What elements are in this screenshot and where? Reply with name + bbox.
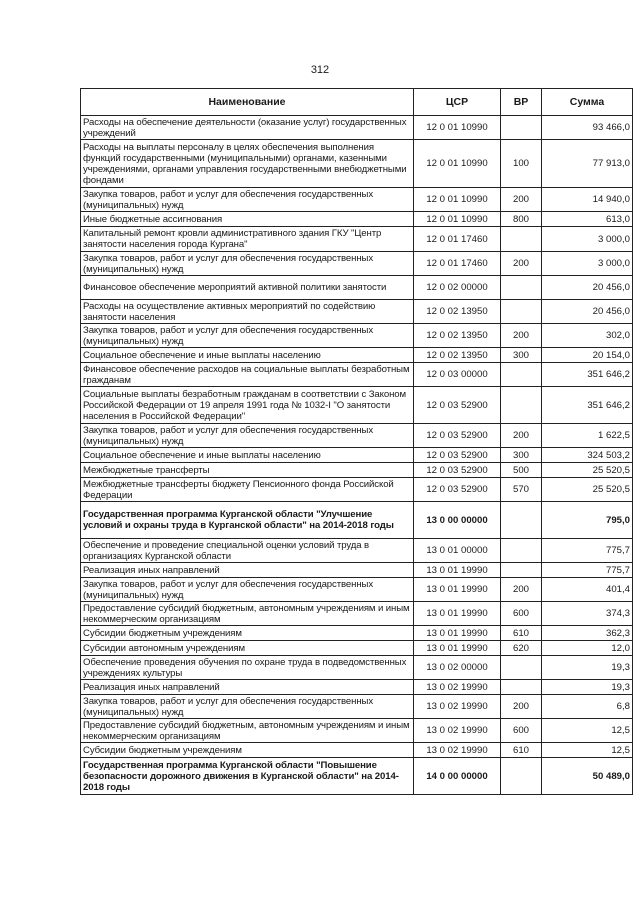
row-vr-cell: 800 xyxy=(501,212,542,227)
row-vr-cell: 300 xyxy=(501,448,542,463)
row-name-cell: Закупка товаров, работ и услуг для обеспечения государственных (муниципальных) нужд xyxy=(81,578,414,602)
row-vr-cell xyxy=(501,680,542,695)
row-sum-cell: 1 622,5 xyxy=(542,424,633,448)
table-row xyxy=(81,758,633,795)
row-name-cell: Социальное обеспечение и иные выплаты населению xyxy=(81,348,414,363)
row-vr-cell: 500 xyxy=(501,463,542,478)
row-sum-cell: 3 000,0 xyxy=(542,252,633,276)
row-csr-cell: 12 0 03 52900 xyxy=(414,478,501,502)
row-name-cell: Финансовое обеспечение мероприятий активной политики занятости xyxy=(81,276,414,300)
row-csr-cell: 12 0 01 10990 xyxy=(414,116,501,140)
row-name-cell: Предоставление субсидий бюджетным, автономным учреждениям и иным некоммерческим организациям xyxy=(81,719,414,743)
row-vr-cell xyxy=(501,227,542,252)
row-csr-cell: 12 0 03 52900 xyxy=(414,463,501,478)
row-vr-cell xyxy=(501,276,542,300)
row-vr-cell: 200 xyxy=(501,324,542,348)
row-sum-cell: 324 503,2 xyxy=(542,448,633,463)
table-row xyxy=(81,227,633,252)
row-csr-cell: 13 0 02 19990 xyxy=(414,695,501,719)
row-csr-cell: 12 0 02 13950 xyxy=(414,300,501,324)
row-csr-cell: 12 0 03 52900 xyxy=(414,387,501,424)
row-name-cell: Иные бюджетные ассигнования xyxy=(81,212,414,227)
row-sum-cell: 12,0 xyxy=(542,641,633,656)
table-row xyxy=(81,743,633,758)
table-row xyxy=(81,188,633,212)
row-sum-cell: 19,3 xyxy=(542,656,633,680)
row-vr-cell: 200 xyxy=(501,188,542,212)
row-name-cell: Закупка товаров, работ и услуг для обеспечения государственных (муниципальных) нужд xyxy=(81,324,414,348)
row-name-cell: Предоставление субсидий бюджетным, автономным учреждениям и иным некоммерческим организациям xyxy=(81,602,414,626)
table-row xyxy=(81,563,633,578)
row-sum-cell: 12,5 xyxy=(542,743,633,758)
table-row xyxy=(81,502,633,539)
table-row xyxy=(81,448,633,463)
table-row xyxy=(81,140,633,188)
row-csr-cell: 13 0 01 00000 xyxy=(414,539,501,563)
header-name: Наименование xyxy=(81,89,414,116)
row-vr-cell: 600 xyxy=(501,602,542,626)
row-csr-cell: 13 0 01 19990 xyxy=(414,641,501,656)
table-row xyxy=(81,363,633,387)
row-vr-cell xyxy=(501,656,542,680)
row-vr-cell: 200 xyxy=(501,424,542,448)
row-sum-cell: 613,0 xyxy=(542,212,633,227)
row-sum-cell: 775,7 xyxy=(542,539,633,563)
row-sum-cell: 14 940,0 xyxy=(542,188,633,212)
row-csr-cell: 12 0 01 17460 xyxy=(414,227,501,252)
table-row xyxy=(81,300,633,324)
row-name-cell: Обеспечение и проведение специальной оценки условий труда в организациях Курганской области xyxy=(81,539,414,563)
row-csr-cell: 13 0 02 19990 xyxy=(414,719,501,743)
table-row xyxy=(81,641,633,656)
row-vr-cell: 300 xyxy=(501,348,542,363)
table-row xyxy=(81,348,633,363)
table-row xyxy=(81,116,633,140)
row-sum-cell: 775,7 xyxy=(542,563,633,578)
row-name-cell: Закупка товаров, работ и услуг для обеспечения государственных (муниципальных) нужд xyxy=(81,424,414,448)
row-sum-cell: 12,5 xyxy=(542,719,633,743)
row-csr-cell: 12 0 01 10990 xyxy=(414,212,501,227)
row-vr-cell: 200 xyxy=(501,695,542,719)
row-sum-cell: 362,3 xyxy=(542,626,633,641)
row-sum-cell: 93 466,0 xyxy=(542,116,633,140)
table-body xyxy=(81,116,633,795)
row-name-cell: Расходы на выплаты персоналу в целях обеспечения выполнения функций государственными (муниципальными) органами, казенными учреждениями, органами управления государственными внебюджетными фондами xyxy=(81,140,414,188)
row-vr-cell xyxy=(501,116,542,140)
row-sum-cell: 795,0 xyxy=(542,502,633,539)
table-row xyxy=(81,252,633,276)
row-csr-cell: 13 0 02 19990 xyxy=(414,743,501,758)
row-vr-cell: 610 xyxy=(501,743,542,758)
row-vr-cell: 600 xyxy=(501,719,542,743)
table-row xyxy=(81,626,633,641)
row-name-cell: Межбюджетные трансферты xyxy=(81,463,414,478)
table-row xyxy=(81,539,633,563)
row-vr-cell: 610 xyxy=(501,626,542,641)
table-row xyxy=(81,324,633,348)
row-name-cell: Финансовое обеспечение расходов на социальные выплаты безработным гражданам xyxy=(81,363,414,387)
row-sum-cell: 351 646,2 xyxy=(542,363,633,387)
row-vr-cell xyxy=(501,758,542,795)
row-sum-cell: 25 520,5 xyxy=(542,463,633,478)
row-csr-cell: 13 0 01 19990 xyxy=(414,626,501,641)
row-sum-cell: 25 520,5 xyxy=(542,478,633,502)
row-vr-cell xyxy=(501,363,542,387)
row-vr-cell: 200 xyxy=(501,578,542,602)
row-vr-cell xyxy=(501,539,542,563)
row-name-cell: Реализация иных направлений xyxy=(81,563,414,578)
row-sum-cell: 20 154,0 xyxy=(542,348,633,363)
table-row xyxy=(81,578,633,602)
table-row xyxy=(81,602,633,626)
budget-table xyxy=(80,88,633,795)
header-sum: Сумма xyxy=(542,89,633,116)
row-sum-cell: 302,0 xyxy=(542,324,633,348)
row-name-cell: Межбюджетные трансферты бюджету Пенсионного фонда Российской Федерации xyxy=(81,478,414,502)
row-name-cell: Социальное обеспечение и иные выплаты населению xyxy=(81,448,414,463)
row-sum-cell: 6,8 xyxy=(542,695,633,719)
row-sum-cell: 50 489,0 xyxy=(542,758,633,795)
row-csr-cell: 12 0 02 13950 xyxy=(414,348,501,363)
header-vr: ВР xyxy=(501,89,542,116)
table-row xyxy=(81,387,633,424)
row-sum-cell: 77 913,0 xyxy=(542,140,633,188)
row-name-cell: Обеспечение проведения обучения по охране труда в подведомственных учреждениях культуры xyxy=(81,656,414,680)
row-name-cell: Реализация иных направлений xyxy=(81,680,414,695)
header-csr: ЦСР xyxy=(414,89,501,116)
row-csr-cell: 12 0 01 10990 xyxy=(414,188,501,212)
table-row xyxy=(81,656,633,680)
row-name-cell: Закупка товаров, работ и услуг для обеспечения государственных (муниципальных) нужд xyxy=(81,252,414,276)
row-sum-cell: 3 000,0 xyxy=(542,227,633,252)
row-csr-cell: 12 0 03 52900 xyxy=(414,424,501,448)
table-row xyxy=(81,478,633,502)
row-vr-cell: 200 xyxy=(501,252,542,276)
row-csr-cell: 12 0 03 00000 xyxy=(414,363,501,387)
table-row xyxy=(81,680,633,695)
row-vr-cell xyxy=(501,563,542,578)
row-vr-cell: 620 xyxy=(501,641,542,656)
row-name-cell: Расходы на обеспечение деятельности (оказание услуг) государственных учреждений xyxy=(81,116,414,140)
row-csr-cell: 12 0 02 00000 xyxy=(414,276,501,300)
row-sum-cell: 20 456,0 xyxy=(542,300,633,324)
row-name-cell: Субсидии бюджетным учреждениям xyxy=(81,626,414,641)
row-name-cell: Социальные выплаты безработным гражданам в соответствии с Законом Российской Федерации от 19 апреля 1991 года № 1032-I "О занятости населения в Российской Федерации" xyxy=(81,387,414,424)
row-vr-cell xyxy=(501,502,542,539)
table-row xyxy=(81,719,633,743)
row-vr-cell: 570 xyxy=(501,478,542,502)
table-row xyxy=(81,212,633,227)
row-csr-cell: 13 0 00 00000 xyxy=(414,502,501,539)
row-csr-cell: 12 0 01 17460 xyxy=(414,252,501,276)
table-row xyxy=(81,424,633,448)
table-row xyxy=(81,695,633,719)
row-csr-cell: 12 0 03 52900 xyxy=(414,448,501,463)
row-sum-cell: 351 646,2 xyxy=(542,387,633,424)
row-name-cell: Расходы на осуществление активных мероприятий по содействию занятости населения xyxy=(81,300,414,324)
row-sum-cell: 19,3 xyxy=(542,680,633,695)
row-name-cell: Закупка товаров, работ и услуг для обеспечения государственных (муниципальных) нужд xyxy=(81,188,414,212)
row-csr-cell: 12 0 02 13950 xyxy=(414,324,501,348)
row-csr-cell: 13 0 01 19990 xyxy=(414,563,501,578)
row-name-cell: Государственная программа Курганской области "Повышение безопасности дорожного движения в Курганской области" на 2014-2018 годы xyxy=(81,758,414,795)
row-csr-cell: 13 0 01 19990 xyxy=(414,602,501,626)
row-name-cell: Субсидии бюджетным учреждениям xyxy=(81,743,414,758)
row-name-cell: Капитальный ремонт кровли административного здания ГКУ "Центр занятости населения города Кургана" xyxy=(81,227,414,252)
row-vr-cell xyxy=(501,387,542,424)
row-name-cell: Государственная программа Курганской области "Улучшение условий и охраны труда в Курганской области" на 2014-2018 годы xyxy=(81,502,414,539)
row-csr-cell: 14 0 00 00000 xyxy=(414,758,501,795)
row-name-cell: Закупка товаров, работ и услуг для обеспечения государственных (муниципальных) нужд xyxy=(81,695,414,719)
row-csr-cell: 13 0 01 19990 xyxy=(414,578,501,602)
table-row xyxy=(81,276,633,300)
row-csr-cell: 13 0 02 19990 xyxy=(414,680,501,695)
row-csr-cell: 12 0 01 10990 xyxy=(414,140,501,188)
row-sum-cell: 20 456,0 xyxy=(542,276,633,300)
row-csr-cell: 13 0 02 00000 xyxy=(414,656,501,680)
row-vr-cell: 100 xyxy=(501,140,542,188)
row-sum-cell: 374,3 xyxy=(542,602,633,626)
table-header-row xyxy=(81,89,633,116)
page-number: 312 xyxy=(310,64,330,76)
row-sum-cell: 401,4 xyxy=(542,578,633,602)
table-row xyxy=(81,463,633,478)
row-name-cell: Субсидии автономным учреждениям xyxy=(81,641,414,656)
row-vr-cell xyxy=(501,300,542,324)
